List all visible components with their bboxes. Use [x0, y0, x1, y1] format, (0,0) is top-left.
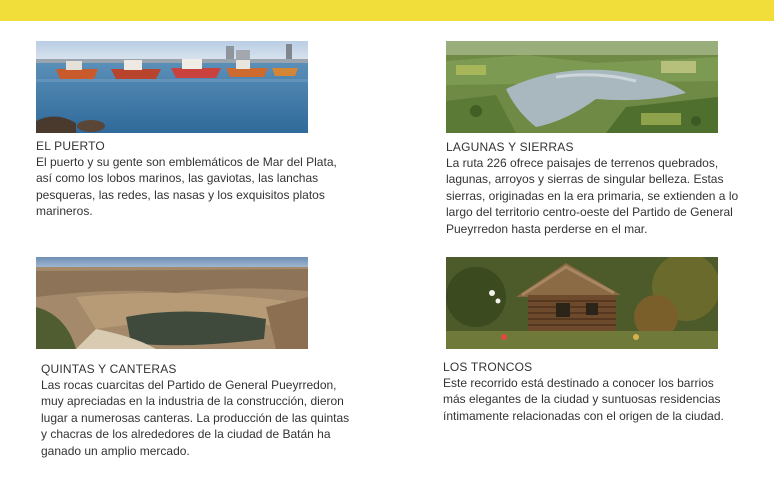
section-title: EL PUERTO — [36, 139, 105, 153]
top-yellow-band — [0, 0, 774, 21]
log-house-photo — [446, 257, 718, 349]
quarry-photo — [36, 257, 308, 349]
harbor-photo — [36, 41, 308, 133]
section-description: Las rocas cuarcitas del Partido de General Pueyrredon, muy apreciadas en la industria de la construcción, dieron lugar a numerosas canteras. La producción de las quintas y chacras de los alrededores de la ciudad de Batán ha ganado un amplio mercado. — [41, 378, 350, 458]
card-quintas-y-canteras — [36, 257, 356, 459]
card-lagunas-y-sierras — [446, 41, 766, 237]
section-title: QUINTAS Y CANTERAS — [41, 362, 177, 376]
section-description: La ruta 226 ofrece paisajes de terrenos quebrados, lagunas, arroyos y sierras de singular belleza. Estas sierras, originadas en la era primaria, se extienden a lo largo del territorio centro-oeste del Partido de General Pueyrredon hasta perderse en el mar. — [446, 156, 739, 236]
section-title: LOS TRONCOS — [443, 360, 533, 374]
section-description: Este recorrido está destinado a conocer los barrios más elegantes de la ciudad y suntuosas residencias íntimamente relacionadas con el origen de la ciudad. — [443, 376, 724, 423]
card-los-troncos — [443, 257, 756, 424]
card-el-puerto — [36, 41, 346, 220]
lagoon-aerial-photo — [446, 41, 718, 133]
section-description: El puerto y su gente son emblemáticos de Mar del Plata, así como los lobos marinos, las gaviotas, las lanchas pesqueras, las redes, las nasas y los exquisitos platos marineros. — [36, 155, 337, 219]
section-title: LAGUNAS Y SIERRAS — [446, 140, 574, 154]
